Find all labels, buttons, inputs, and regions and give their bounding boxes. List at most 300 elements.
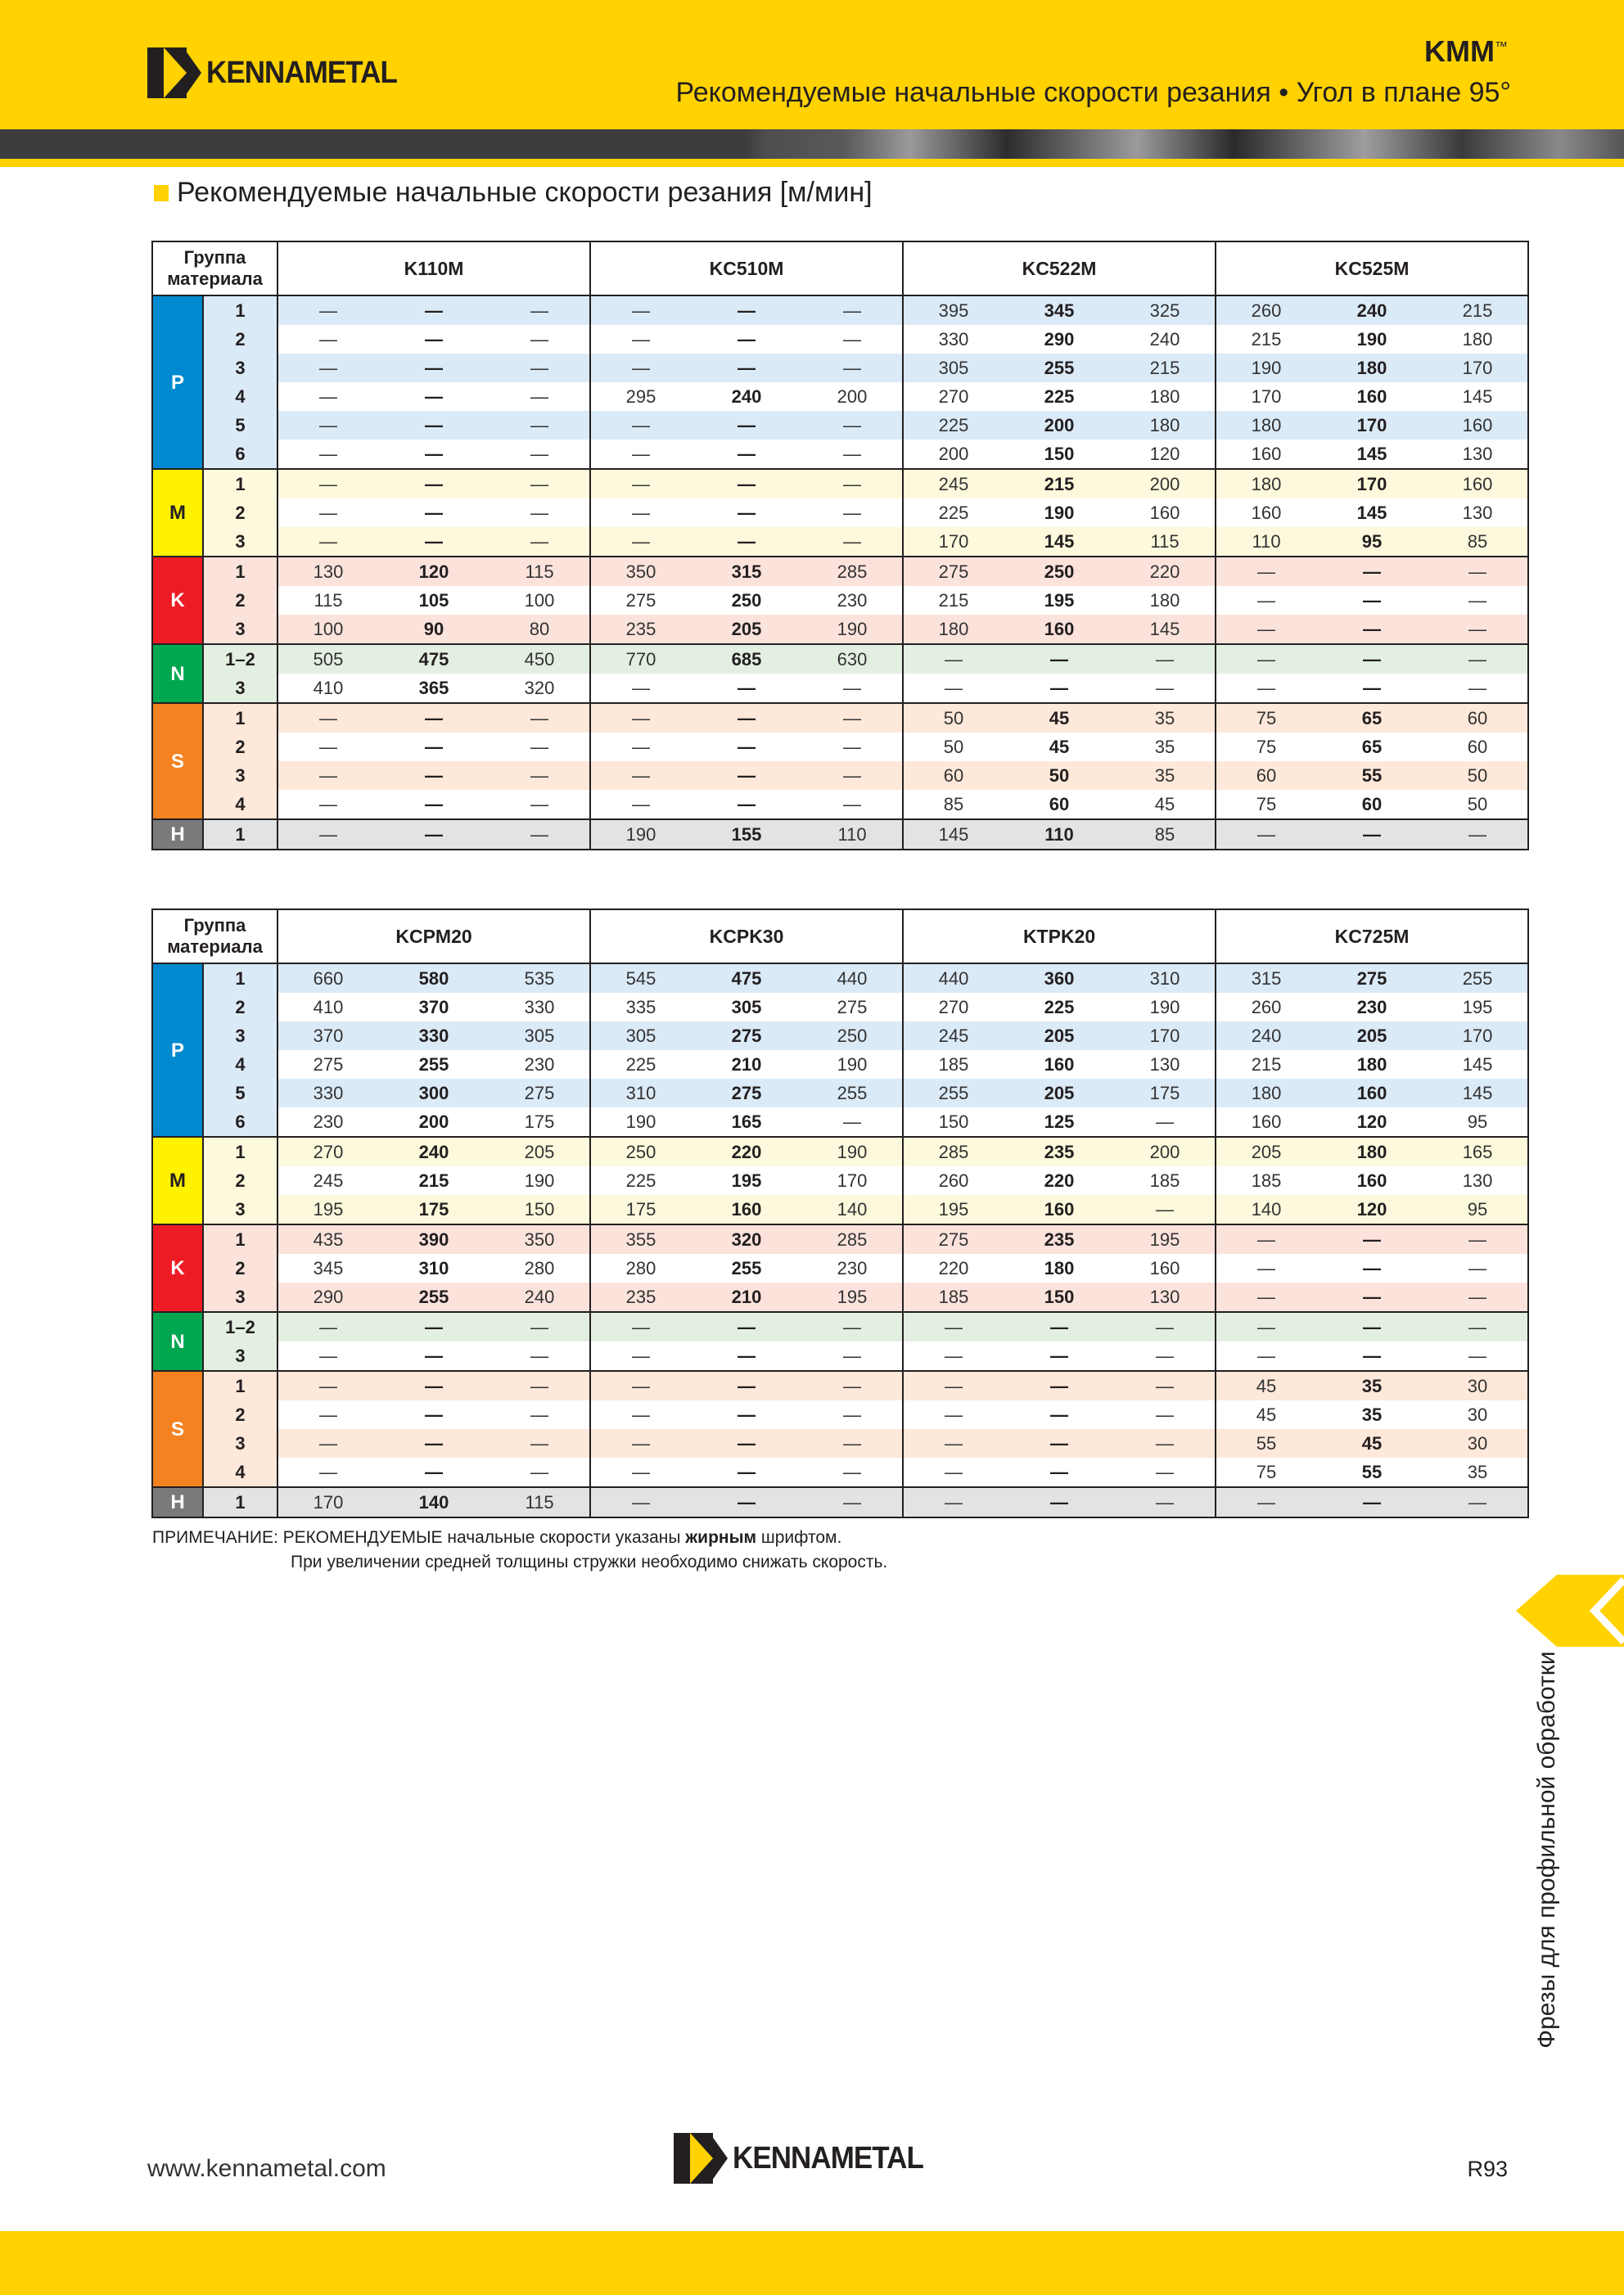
speed-value-cell: 180 [1115,411,1216,440]
speed-recommended-cell: — [1363,590,1382,611]
speed-value-cell: 130 [1149,1054,1180,1075]
speed-value-cell: — [802,703,903,733]
material-group-cell: M [152,1137,203,1224]
speed-value-cell: 305 [489,1021,590,1050]
speed-recommended-cell: 165 [691,1107,802,1137]
speed-value-cell: — [802,1107,903,1137]
speed-value-cell: 275 [837,997,868,1017]
speed-value-cell: — [1216,1487,1316,1517]
speed-recommended-cell: — [1316,644,1428,674]
speed-value-cell: 230 [837,590,868,611]
speed-value-cell: 175 [590,1195,691,1224]
speed-value-cell: 260 [903,1166,1004,1195]
speed-recommended-cell: 210 [691,1283,802,1312]
table-row [152,440,1528,469]
speed-value-cell: — [489,1312,590,1341]
speed-recommended-cell: 55 [1316,1458,1428,1487]
speed-value-cell: 75 [1216,1458,1316,1487]
speed-value-cell: — [1428,586,1528,615]
speed-recommended-cell: 275 [691,1021,802,1050]
speed-recommended-cell: 250 [1004,557,1115,586]
grade-header: KC510M [590,241,903,295]
speed-value-cell: 170 [837,1170,868,1191]
header-stripe [0,129,1624,159]
speed-value-cell: 95 [1428,1107,1528,1137]
speed-recommended-cell: 275 [1316,963,1428,993]
speed-value-cell: 145 [1115,615,1216,644]
table-row [152,1021,1528,1050]
speed-value-cell: — [590,295,691,325]
speed-value-cell: 535 [489,963,590,993]
speed-value-cell: — [277,1458,378,1487]
speed-value-cell: — [277,819,378,850]
section-heading [154,177,873,209]
speed-recommended-cell: 240 [731,386,762,407]
material-group-header-line: материала [167,936,263,957]
speed-value-cell: 250 [590,1137,691,1166]
speed-recommended-cell: 240 [1316,295,1428,325]
speed-value-cell: 335 [590,993,691,1021]
speed-value-cell: — [1115,644,1216,674]
material-subgroup-cell: 4 [203,1050,277,1079]
material-subgroup-cell: 3 [203,1429,277,1458]
page-number: R93 [1467,2157,1508,2181]
speed-value-cell: 170 [1428,1021,1528,1050]
speed-recommended-cell: — [1004,1341,1115,1371]
speed-value-cell: 185 [903,1283,1004,1312]
speed-value-cell: — [802,440,903,469]
speed-value-cell: 255 [802,1079,903,1107]
speed-value-cell: 240 [1216,1021,1316,1050]
table-row [152,1487,1528,1517]
speed-value-cell: 310 [1115,963,1216,993]
speed-recommended-cell: 45 [1049,737,1070,757]
speed-value-cell: 50 [1428,790,1528,819]
speed-value-cell: 195 [1115,1224,1216,1254]
speed-value-cell: 170 [903,527,1004,557]
speed-value-cell: 245 [903,469,1004,498]
footnote [152,1526,887,1575]
table-row [152,411,1528,440]
speed-recommended-cell: — [425,737,444,757]
table-row [152,527,1528,557]
speed-value-cell: 190 [802,615,903,644]
speed-value-cell: 255 [1428,963,1528,993]
speed-value-cell: 190 [524,1170,555,1191]
speed-value-cell: — [802,1429,903,1458]
speed-value-cell: 130 [1428,440,1528,469]
speed-value-cell: — [802,674,903,703]
speed-value-cell: — [1115,1312,1216,1341]
speed-value-cell: — [489,411,590,440]
speed-value-cell: — [1115,1429,1216,1458]
speed-recommended-cell: 200 [378,1107,489,1137]
material-subgroup-cell: 1 [203,295,277,325]
speed-value-cell: 130 [277,557,378,586]
speed-value-cell: 175 [1115,1079,1216,1107]
speed-recommended-cell: 195 [1044,590,1075,611]
speed-recommended-cell: — [691,1429,802,1458]
note-bold: жирным [685,1528,757,1547]
speed-value-cell: — [1216,1254,1316,1283]
speed-recommended-cell: 125 [1004,1107,1115,1137]
speed-recommended-cell: 150 [1004,440,1115,469]
speed-recommended-cell: — [1004,1429,1115,1458]
speed-recommended-cell: 170 [1316,469,1428,498]
speed-value-cell: — [1115,1458,1216,1487]
table-row [152,615,1528,644]
speed-recommended-cell: 370 [418,997,449,1017]
speed-value-cell: — [489,295,590,325]
table-row [152,963,1528,993]
speed-value-cell: 200 [837,386,868,407]
speed-value-cell: 200 [1115,1137,1216,1166]
speed-value-cell: 115 [489,557,590,586]
speed-value-cell: 50 [903,733,1004,761]
speed-value-cell: — [489,1458,590,1487]
speed-value-cell: 55 [1216,1429,1316,1458]
speed-value-cell: 30 [1428,1371,1528,1400]
material-subgroup-cell: 1 [203,469,277,498]
speed-value-cell: 115 [489,1487,590,1517]
speed-value-cell: — [1428,819,1528,850]
speed-value-cell: — [277,440,378,469]
speed-recommended-cell: 685 [691,644,802,674]
speed-value-cell: — [590,790,691,819]
speed-value-cell: 285 [802,1224,903,1254]
speed-value-cell: — [903,1429,1004,1458]
footer-logo [674,2133,940,2184]
speed-recommended-cell: — [378,703,489,733]
speed-recommended-cell: — [425,329,444,349]
speed-recommended-cell: — [1004,1371,1115,1400]
speed-recommended-cell: 180 [1316,354,1428,382]
material-subgroup-cell: 6 [203,440,277,469]
footer-band [0,2231,1624,2295]
speed-recommended-cell: 160 [1356,386,1387,407]
speed-value-cell: — [1216,557,1316,586]
speed-value-cell: — [530,386,549,407]
speed-recommended-cell: 60 [1316,790,1428,819]
speed-value-cell: 285 [802,557,903,586]
speed-recommended-cell: 475 [691,963,802,993]
speed-value-cell: — [802,1487,903,1517]
speed-value-cell: — [1428,615,1528,644]
material-subgroup-cell: 1 [203,1371,277,1400]
material-subgroup-cell: 4 [203,1458,277,1487]
product-title [1424,34,1508,69]
speed-value-cell: 350 [489,1224,590,1254]
speed-value-cell: — [1216,674,1316,703]
speed-recommended-cell: — [378,790,489,819]
speed-recommended-cell: 390 [378,1224,489,1254]
table-row [152,644,1528,674]
speed-value-cell: — [489,1341,590,1371]
note-prefix: ПРИМЕЧАНИЕ: РЕКОМЕНДУЕМЫЕ начальные скорости указаны [152,1528,686,1547]
side-tab-label: Фрезы для профильной обработки [1533,1651,1560,2049]
speed-value-cell: 320 [489,674,590,703]
material-subgroup-cell: 1 [203,1224,277,1254]
speed-recommended-cell: — [691,674,802,703]
speed-value-cell: 280 [524,1258,555,1278]
speed-recommended-cell: — [378,1429,489,1458]
speed-value-cell: — [590,703,691,733]
speed-value-cell: — [590,469,691,498]
speed-recommended-cell: 475 [378,644,489,674]
speed-value-cell: 280 [590,1254,691,1283]
speed-value-cell: 45 [1115,790,1216,819]
speed-value-cell: 225 [590,1050,691,1079]
speed-value-cell: — [489,761,590,790]
speed-value-cell: 145 [1428,1079,1528,1107]
speed-value-cell: — [903,644,1004,674]
speed-recommended-cell: 90 [378,615,489,644]
speed-value-cell: 330 [903,325,1004,354]
product-name: KMM [1424,34,1495,68]
speed-recommended-cell: — [1004,674,1115,703]
speed-value-cell: 180 [903,615,1004,644]
header-rule [0,159,1624,167]
speed-value-cell: 60 [1428,733,1528,761]
material-group-header-line: материала [167,268,263,289]
speed-value-cell: 30 [1428,1400,1528,1429]
speed-value-cell: — [277,1371,378,1400]
speed-recommended-cell: 145 [1356,503,1387,523]
speed-value-cell: — [903,1312,1004,1341]
speed-value-cell: — [802,527,903,557]
speed-value-cell: 230 [837,1258,868,1278]
speed-recommended-cell: — [691,1458,802,1487]
speed-value-cell: 215 [1115,354,1216,382]
speed-recommended-cell: — [378,761,489,790]
speed-value-cell: 275 [903,1224,1004,1254]
speed-value-cell: — [1115,1195,1216,1224]
speed-recommended-cell: — [378,527,489,557]
table-row [152,1371,1528,1400]
speed-recommended-cell: 160 [1356,1170,1387,1191]
speed-value-cell: 180 [1149,386,1180,407]
speed-recommended-cell: 235 [1004,1137,1115,1166]
table-row [152,674,1528,703]
speed-recommended-cell: — [1316,557,1428,586]
speed-value-cell: — [1216,819,1316,850]
speed-value-cell: 185 [1149,1170,1180,1191]
table-row [152,469,1528,498]
grade-header: KCPM20 [277,909,590,963]
speed-value-cell: 160 [1428,469,1528,498]
table-header-row [152,909,1528,963]
table-row [152,1224,1528,1254]
speed-recommended-cell: 275 [691,1079,802,1107]
speed-value-cell: 165 [1428,1137,1528,1166]
speed-value-cell: — [590,354,691,382]
speed-recommended-cell: 120 [378,557,489,586]
table-row [152,1283,1528,1312]
speed-recommended-cell: 360 [1004,963,1115,993]
speed-value-cell: 225 [903,411,1004,440]
brand-name: KENNAMETAL [206,55,397,90]
speed-value-cell: 75 [1216,790,1316,819]
speed-recommended-cell: 220 [691,1137,802,1166]
speed-recommended-cell: — [691,1487,802,1517]
speed-recommended-cell: — [691,411,802,440]
speed-recommended-cell: 175 [378,1195,489,1224]
material-group-cell: H [152,819,203,850]
material-subgroup-cell: 1 [203,1137,277,1166]
speed-value-cell: — [489,1429,590,1458]
speed-value-cell: — [802,411,903,440]
speed-value-cell: 120 [1115,440,1216,469]
grade-header: KTPK20 [903,909,1216,963]
material-group-cell: S [152,1371,203,1487]
speed-recommended-cell: 180 [1356,1054,1387,1075]
speed-recommended-cell: — [1316,1283,1428,1312]
speed-recommended-cell: — [1004,1312,1115,1341]
speed-recommended-cell: 105 [418,590,449,611]
material-group-cell: K [152,1224,203,1312]
material-group-cell: P [152,295,203,469]
trademark: ™ [1495,40,1508,54]
speed-value-cell: — [277,1341,378,1371]
speed-recommended-cell: 160 [1316,1079,1428,1107]
material-subgroup-cell: 2 [203,325,277,354]
footnote-line-1 [152,1526,887,1550]
speed-value-cell: 410 [313,997,344,1017]
speed-value-cell: — [489,527,590,557]
speed-value-cell: — [590,411,691,440]
speed-value-cell: 260 [1216,993,1316,1021]
speed-value-cell: 190 [837,1054,868,1075]
material-subgroup-cell: 3 [203,1341,277,1371]
speed-recommended-cell: — [691,1341,802,1371]
speed-recommended-cell: 65 [1316,703,1428,733]
speed-value-cell: 275 [489,1079,590,1107]
speed-value-cell: — [590,440,691,469]
speed-value-cell: 350 [590,557,691,586]
speed-value-cell: 145 [1428,382,1528,411]
speed-value-cell: — [1115,1341,1216,1371]
speed-value-cell: 305 [590,1021,691,1050]
speed-recommended-cell: 205 [1004,1079,1115,1107]
speed-recommended-cell: — [378,354,489,382]
table-row [152,1458,1528,1487]
table-row [152,733,1528,761]
speed-value-cell: — [903,674,1004,703]
speed-value-cell: — [530,1405,549,1425]
material-subgroup-cell: 1 [203,819,277,850]
speed-value-cell: 275 [313,1054,344,1075]
table-row [152,1254,1528,1283]
speed-recommended-cell: — [691,295,802,325]
material-group-cell: M [152,469,203,557]
speed-recommended-cell: 170 [1316,411,1428,440]
material-subgroup-cell: 1–2 [203,644,277,674]
section-title: Рекомендуемые начальные скорости резания [м/мин] [177,177,873,208]
speed-recommended-cell: 580 [378,963,489,993]
speed-recommended-cell: 315 [691,557,802,586]
speed-value-cell: 50 [1428,761,1528,790]
speed-value-cell: — [802,469,903,498]
material-subgroup-cell: 2 [203,498,277,527]
grade-header: KC522M [903,241,1216,295]
speed-recommended-cell: — [691,440,802,469]
speed-value-cell: — [802,790,903,819]
speed-value-cell: — [319,737,338,757]
speed-value-cell: 345 [313,1258,344,1278]
speed-value-cell: 80 [489,615,590,644]
speed-value-cell: 370 [277,1021,378,1050]
speed-value-cell: 95 [1428,1195,1528,1224]
speed-recommended-cell: 305 [731,997,762,1017]
speed-value-cell: — [277,1429,378,1458]
material-subgroup-cell: 6 [203,1107,277,1137]
speed-value-cell: 190 [802,1137,903,1166]
speed-recommended-cell: 160 [691,1195,802,1224]
speed-recommended-cell: 235 [1004,1224,1115,1254]
speed-value-cell: — [590,1371,691,1400]
speed-value-cell: 170 [1115,1021,1216,1050]
speed-value-cell: 270 [903,382,1004,411]
speed-value-cell: 450 [489,644,590,674]
grade-header: KC525M [1216,241,1528,295]
speed-value-cell: — [489,819,590,850]
speed-recommended-cell: 290 [1044,329,1075,349]
speed-recommended-cell: 160 [1044,1054,1075,1075]
table-row [152,1195,1528,1224]
speed-value-cell: 195 [277,1195,378,1224]
speed-value-cell: 35 [1154,737,1175,757]
material-group-cell: P [152,963,203,1137]
speed-value-cell: — [802,761,903,790]
speed-value-cell: 45 [1216,1371,1316,1400]
table-header-row [152,241,1528,295]
speed-value-cell: 315 [1216,963,1316,993]
speed-value-cell: — [590,527,691,557]
material-subgroup-cell: 3 [203,761,277,790]
table-row [152,1400,1528,1429]
speed-value-cell: 285 [903,1137,1004,1166]
speed-value-cell: 180 [1216,469,1316,498]
table-row [152,295,1528,325]
speed-recommended-cell: — [691,790,802,819]
speed-value-cell: 190 [1149,997,1180,1017]
material-subgroup-cell: 1 [203,963,277,993]
speed-value-cell: — [843,329,862,349]
speed-value-cell: — [1428,1312,1528,1341]
speed-value-cell: — [1216,1224,1316,1254]
speed-value-cell: — [319,386,338,407]
speed-value-cell: 45 [1216,1400,1316,1429]
table-row [152,1079,1528,1107]
speed-recommended-cell: 240 [378,1137,489,1166]
speed-value-cell: — [590,1458,691,1487]
speed-value-cell: — [802,1341,903,1371]
speed-value-cell: 215 [1428,295,1528,325]
speed-recommended-cell: 60 [1004,790,1115,819]
speed-recommended-cell: — [425,503,444,523]
table-row [152,1312,1528,1341]
speed-value-cell: 200 [1115,469,1216,498]
speed-value-cell: 275 [590,586,691,615]
speed-recommended-cell: 55 [1316,761,1428,790]
speed-value-cell: — [530,737,549,757]
speed-value-cell: 145 [1428,1050,1528,1079]
speed-value-cell: 245 [903,1021,1004,1050]
table-row [152,790,1528,819]
speed-value-cell: 440 [802,963,903,993]
speed-value-cell: 270 [277,1137,378,1166]
table-row [152,382,1528,411]
